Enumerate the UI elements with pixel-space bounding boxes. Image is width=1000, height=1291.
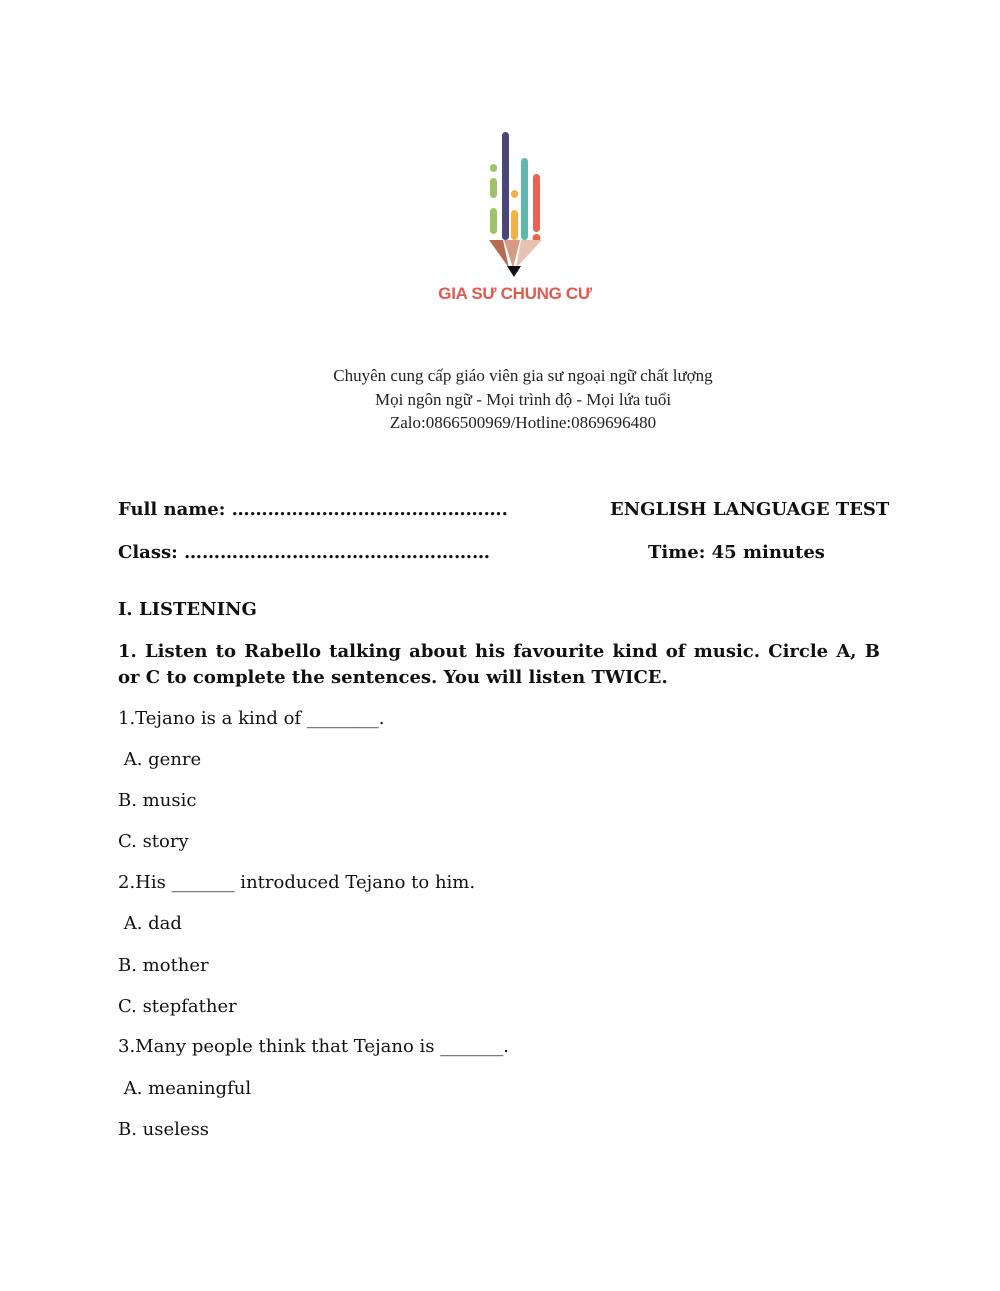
question-1-option-c: C. story — [118, 831, 189, 852]
section-title: I. LISTENING — [118, 599, 257, 620]
test-time: Time: 45 minutes — [648, 542, 825, 563]
brand-name: GIA SƯ CHUNG CƯ — [438, 284, 592, 303]
question-2-option-c: C. stepfather — [118, 996, 237, 1017]
full-name-field: Full name: ………………………………………. — [118, 499, 508, 520]
question-1-option-b: B. music — [118, 790, 197, 811]
question-2-option-b: B. mother — [118, 955, 209, 976]
class-field: Class: …………………………………………… — [118, 542, 491, 563]
question-1: 1.Tejano is a kind of ________. — [118, 708, 385, 729]
pencil-logo-icon — [470, 128, 560, 283]
test-title: ENGLISH LANGUAGE TEST — [610, 499, 890, 520]
section-instruction: 1. Listen to Rabello talking about his favourite kind of music. Circle A, B or C to complete the sentences. You will listen TWICE. — [118, 641, 880, 688]
question-1-option-a: A. genre — [118, 749, 202, 770]
question-3-option-a: A. meaningful — [118, 1078, 252, 1099]
tagline-levels: Mọi ngôn ngữ - Mọi trình độ - Mọi lứa tuổi — [374, 390, 672, 409]
question-3: 3.Many people think that Tejano is _______. — [118, 1036, 509, 1057]
question-3-option-b: B. useless — [118, 1119, 210, 1140]
tagline-contact: Zalo:0866500969/Hotline:0869696480 — [389, 413, 657, 432]
tagline-services: Chuyên cung cấp giáo viên gia sư ngoại ngữ chất lượng — [333, 366, 713, 385]
question-2: 2.His _______ introduced Tejano to him. — [118, 872, 476, 893]
question-2-option-a: A. dad — [118, 913, 182, 934]
